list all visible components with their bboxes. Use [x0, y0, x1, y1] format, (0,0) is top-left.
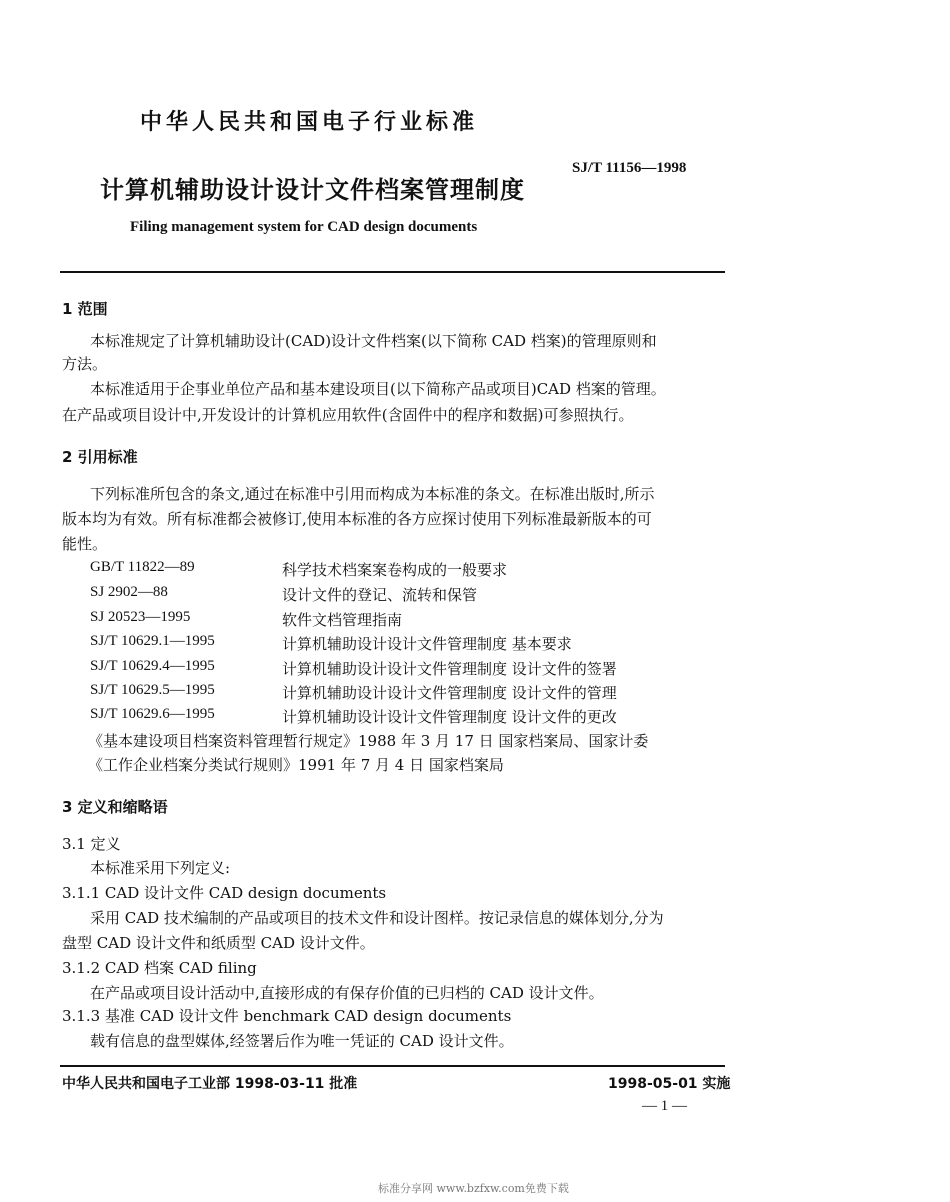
ref-title: 计算机辅助设计设计文件管理制度 设计文件的签署	[282, 660, 617, 678]
ref-title: 科学技术档案案卷构成的一般要求	[282, 561, 508, 579]
standard-category: 中华人民共和国电子行业标准	[140, 110, 479, 135]
implementation-date: 1998-05-01 实施	[608, 1076, 731, 1092]
ref-title: 计算机辅助设计设计文件管理制度 基本要求	[282, 635, 572, 653]
section-1-paragraph-2-line-1: 本标准适用于企事业单位产品和基本建设项目(以下简称产品或项目)CAD 档案的管理。	[90, 380, 666, 398]
ref-code: GB/T 11822—89	[90, 559, 195, 575]
section-2-paragraph-line-3: 能性。	[62, 535, 108, 553]
section-3-1-2-heading: 3.1.2 CAD 档案 CAD filing	[62, 959, 257, 977]
english-title: Filing management system for CAD design documents	[130, 219, 478, 235]
document-title: 计算机辅助设计设计文件档案管理制度	[100, 176, 525, 204]
section-3-1-2-line-1: 在产品或项目设计活动中,直接形成的有保存价值的已归档的 CAD 设计文件。	[90, 984, 604, 1002]
page-number: — 1 —	[642, 1098, 687, 1114]
section-3-1-1-line-1: 采用 CAD 技术编制的产品或项目的技术文件和设计图样。按记录信息的媒体划分,分为	[90, 909, 664, 927]
ref-title: 设计文件的登记、流转和保管	[282, 586, 478, 604]
ref-code: SJ/T 10629.1—1995	[90, 633, 215, 649]
section-3-1-heading: 3.1 定义	[62, 835, 121, 853]
section-2-heading: 2 引用标准	[62, 448, 138, 466]
ref-code: SJ 2902—88	[90, 584, 168, 600]
section-1-paragraph-1-line-1: 本标准规定了计算机辅助设计(CAD)设计文件档案(以下简称 CAD 档案)的管理原则和	[90, 332, 657, 350]
section-3-1-3-heading: 3.1.3 基准 CAD 设计文件 benchmark CAD design documents	[62, 1007, 512, 1025]
ref-code: SJ 20523—1995	[90, 609, 191, 625]
ref-code: SJ/T 10629.6—1995	[90, 706, 215, 722]
site-watermark: 标准分享网 www.bzfxw.com免费下载	[378, 1182, 569, 1195]
standard-number: SJ/T 11156—1998	[572, 160, 687, 176]
section-1-paragraph-1-line-2: 方法。	[62, 355, 108, 373]
ref-code: SJ/T 10629.5—1995	[90, 682, 215, 698]
section-3-1-1-heading: 3.1.1 CAD 设计文件 CAD design documents	[62, 884, 387, 902]
regulation-2: 《工作企业档案分类试行规则》1991 年 7 月 4 日 国家档案局	[88, 756, 504, 774]
ref-title: 计算机辅助设计设计文件管理制度 设计文件的更改	[282, 708, 617, 726]
ref-title: 软件文档管理指南	[282, 611, 403, 629]
footer-rule	[60, 1065, 725, 1067]
regulation-1: 《基本建设项目档案资料管理暂行规定》1988 年 3 月 17 日 国家档案局、国家计委	[88, 732, 649, 750]
ref-code: SJ/T 10629.4—1995	[90, 658, 215, 674]
header-rule	[60, 271, 725, 273]
approval-line: 中华人民共和国电子工业部 1998-03-11 批准	[62, 1076, 358, 1092]
section-3-heading: 3 定义和缩略语	[62, 798, 168, 816]
section-1-paragraph-2-line-2: 在产品或项目设计中,开发设计的计算机应用软件(含固件中的程序和数据)可参照执行。	[62, 406, 634, 424]
section-3-1-intro: 本标准采用下列定义:	[90, 859, 231, 877]
section-1-heading: 1 范围	[62, 300, 108, 318]
ref-title: 计算机辅助设计设计文件管理制度 设计文件的管理	[282, 684, 617, 702]
section-2-paragraph-line-2: 版本均为有效。所有标准都会被修订,使用本标准的各方应探讨使用下列标准最新版本的可	[62, 510, 652, 528]
section-3-1-3-line-1: 载有信息的盘型媒体,经签署后作为唯一凭证的 CAD 设计文件。	[90, 1032, 514, 1050]
section-2-paragraph-line-1: 下列标准所包含的条文,通过在标准中引用而构成为本标准的条文。在标准出版时,所示	[90, 485, 655, 503]
section-3-1-1-line-2: 盘型 CAD 设计文件和纸质型 CAD 设计文件。	[62, 934, 375, 952]
